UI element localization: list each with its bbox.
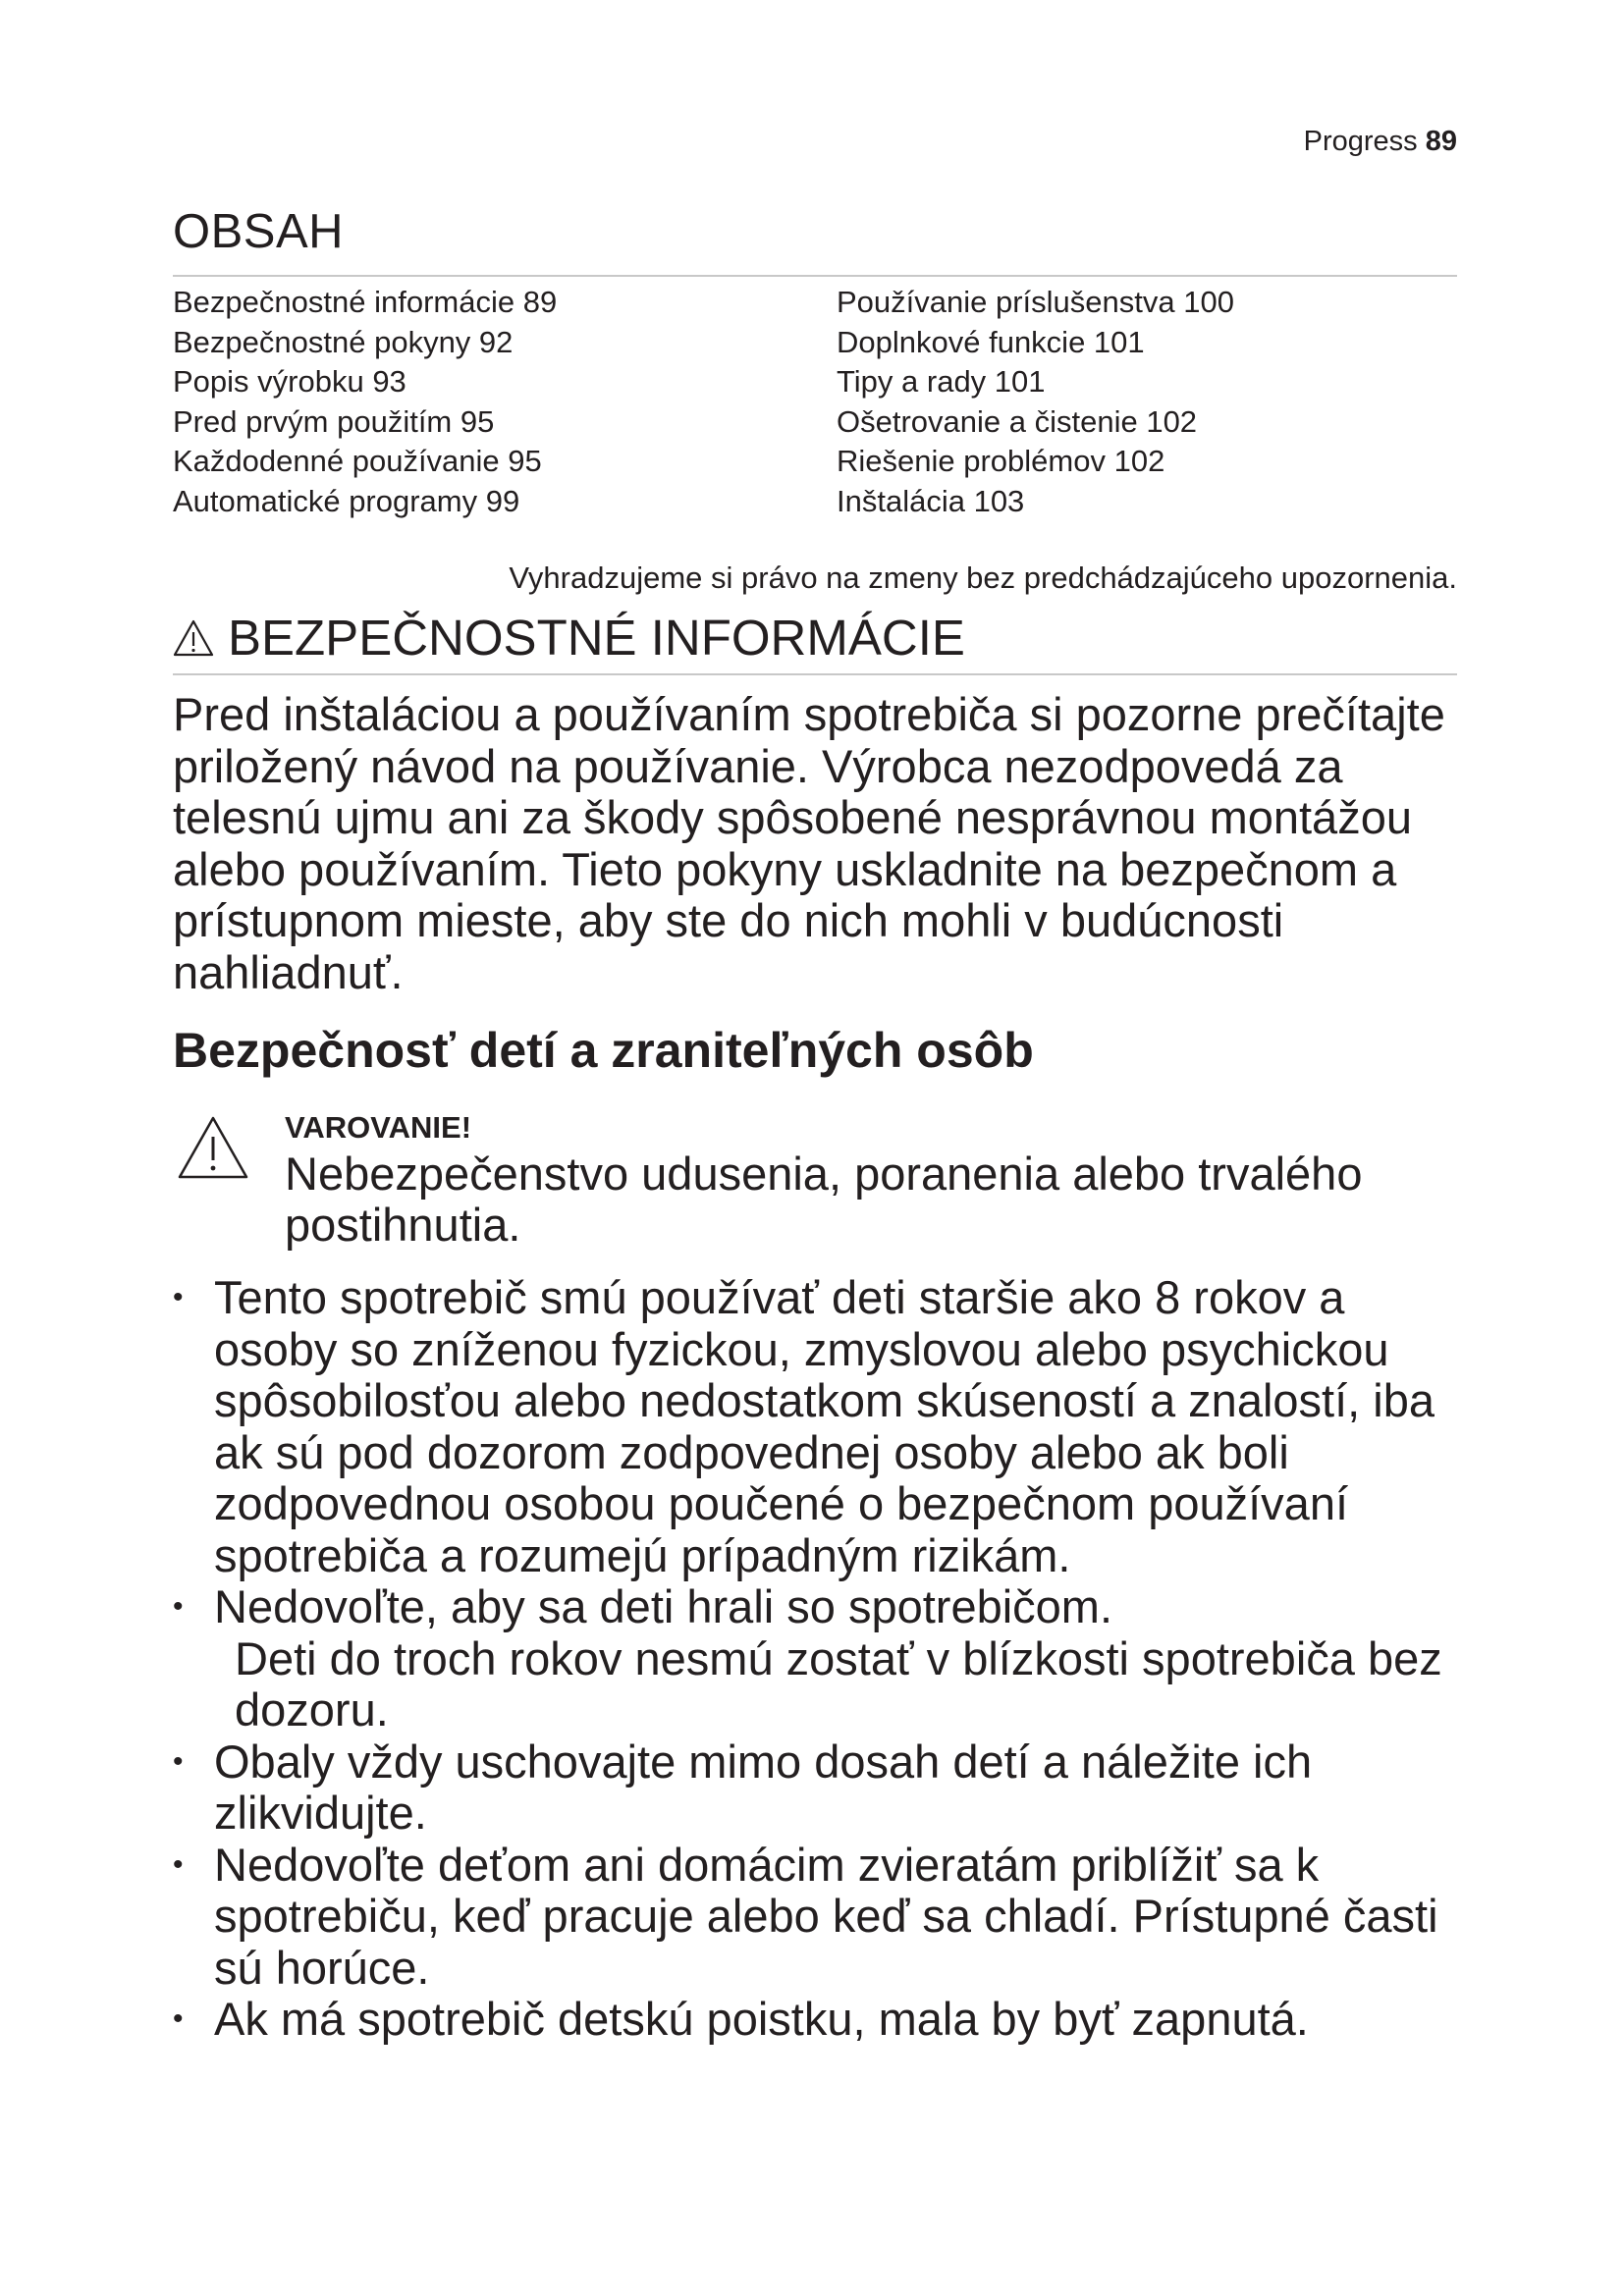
list-item xyxy=(173,1840,1449,1995)
toc-entry: Riešenie problémov 102 xyxy=(837,444,1165,478)
header-brand: Progress xyxy=(1303,126,1418,157)
page-number: 89 xyxy=(1425,126,1457,157)
subsection-title: Bezpečnosť detí a zraniteľných osôb xyxy=(173,1023,1034,1078)
list-item xyxy=(173,1272,1449,1581)
section-divider xyxy=(173,673,1457,675)
list-item-text: Nedovoľte deťom ani domácim zvieratám priblížiť sa k spotrebiču, keď pracuje alebo keď sa chladí. Prístupné časti sú horúce. xyxy=(214,1838,1438,1994)
safety-bullet-list xyxy=(173,1272,1449,2046)
list-item-text: Ak má spotrebič detskú poistku, mala by byť zapnutá. xyxy=(214,1993,1309,2045)
toc-left-column xyxy=(173,283,557,521)
toc-entry: Automatické programy 99 xyxy=(173,483,520,518)
warning-text: Nebezpečenstvo udusenia, poranenia alebo trvalého postihnutia. xyxy=(285,1148,1363,1251)
list-item-text: Tento spotrebič smú používať deti staršie ako 8 rokov a osoby so zníženou fyzickou, zmyslovou alebo psychickou spôsobilosťou alebo nedostatkom skúseností a znalostí, iba ak sú pod dozorom zodpovednej osoby alebo ak boli zodpovednou osobou poučené o bezpečnom používaní spotrebiča a rozumejú prípadným rizikám. xyxy=(214,1271,1435,1581)
toc-right-column xyxy=(837,283,1234,521)
page-header xyxy=(1304,126,1457,158)
toc-entry: Používanie príslušenstva 100 xyxy=(837,285,1234,319)
toc-entry: Bezpečnostné informácie 89 xyxy=(173,285,558,319)
warning-triangle-icon xyxy=(173,619,214,657)
toc-title: OBSAH xyxy=(173,205,345,258)
list-item xyxy=(173,1581,1449,1736)
toc-entry: Každodenné používanie 95 xyxy=(173,444,542,478)
toc-entry: Doplnkové funkcie 101 xyxy=(837,324,1145,359)
warning-label: VAROVANIE! xyxy=(285,1110,472,1145)
toc-entry: Popis výrobku 93 xyxy=(173,364,406,399)
section-title-text: BEZPEČNOSTNÉ INFORMÁCIE xyxy=(228,610,965,666)
list-item-continuation: Deti do troch rokov nesmú zostať v blízkosti spotrebiča bez dozoru. xyxy=(235,1631,1442,1735)
toc-entry: Pred prvým použitím 95 xyxy=(173,403,495,439)
list-item-text: Obaly vždy uschovajte mimo dosah detí a náležite ich zlikvidujte. xyxy=(214,1735,1313,1839)
list-item xyxy=(173,1994,1449,2046)
toc-divider xyxy=(173,275,1457,277)
intro-paragraph: Pred inštaláciou a používaním spotrebiča si pozorne prečítajte priložený návod na používanie. Výrobca nezodpovedá za telesnú ujmu ani za škody spôsobené nesprávnou montážou alebo používaním. Tieto pokyny uskladnite na bezpečnom a prístupnom mieste, aby ste do nich mohli v budúcnosti nahliadnuť. xyxy=(173,688,1445,998)
list-item-text: Nedovoľte, aby sa deti hrali so spotrebičom. xyxy=(214,1580,1113,1632)
disclaimer: Vyhradzujeme si právo na zmeny bez predchádzajúceho upozornenia. xyxy=(509,561,1457,595)
section-title xyxy=(173,610,965,666)
toc-entry: Bezpečnostné pokyny 92 xyxy=(173,324,514,359)
toc-entry: Tipy a rady 101 xyxy=(837,364,1046,399)
toc-entry: Inštalácia 103 xyxy=(837,483,1025,518)
list-item xyxy=(173,1736,1449,1840)
warning-icon xyxy=(177,1115,249,1180)
toc-entry: Ošetrovanie a čistenie 102 xyxy=(837,403,1198,439)
